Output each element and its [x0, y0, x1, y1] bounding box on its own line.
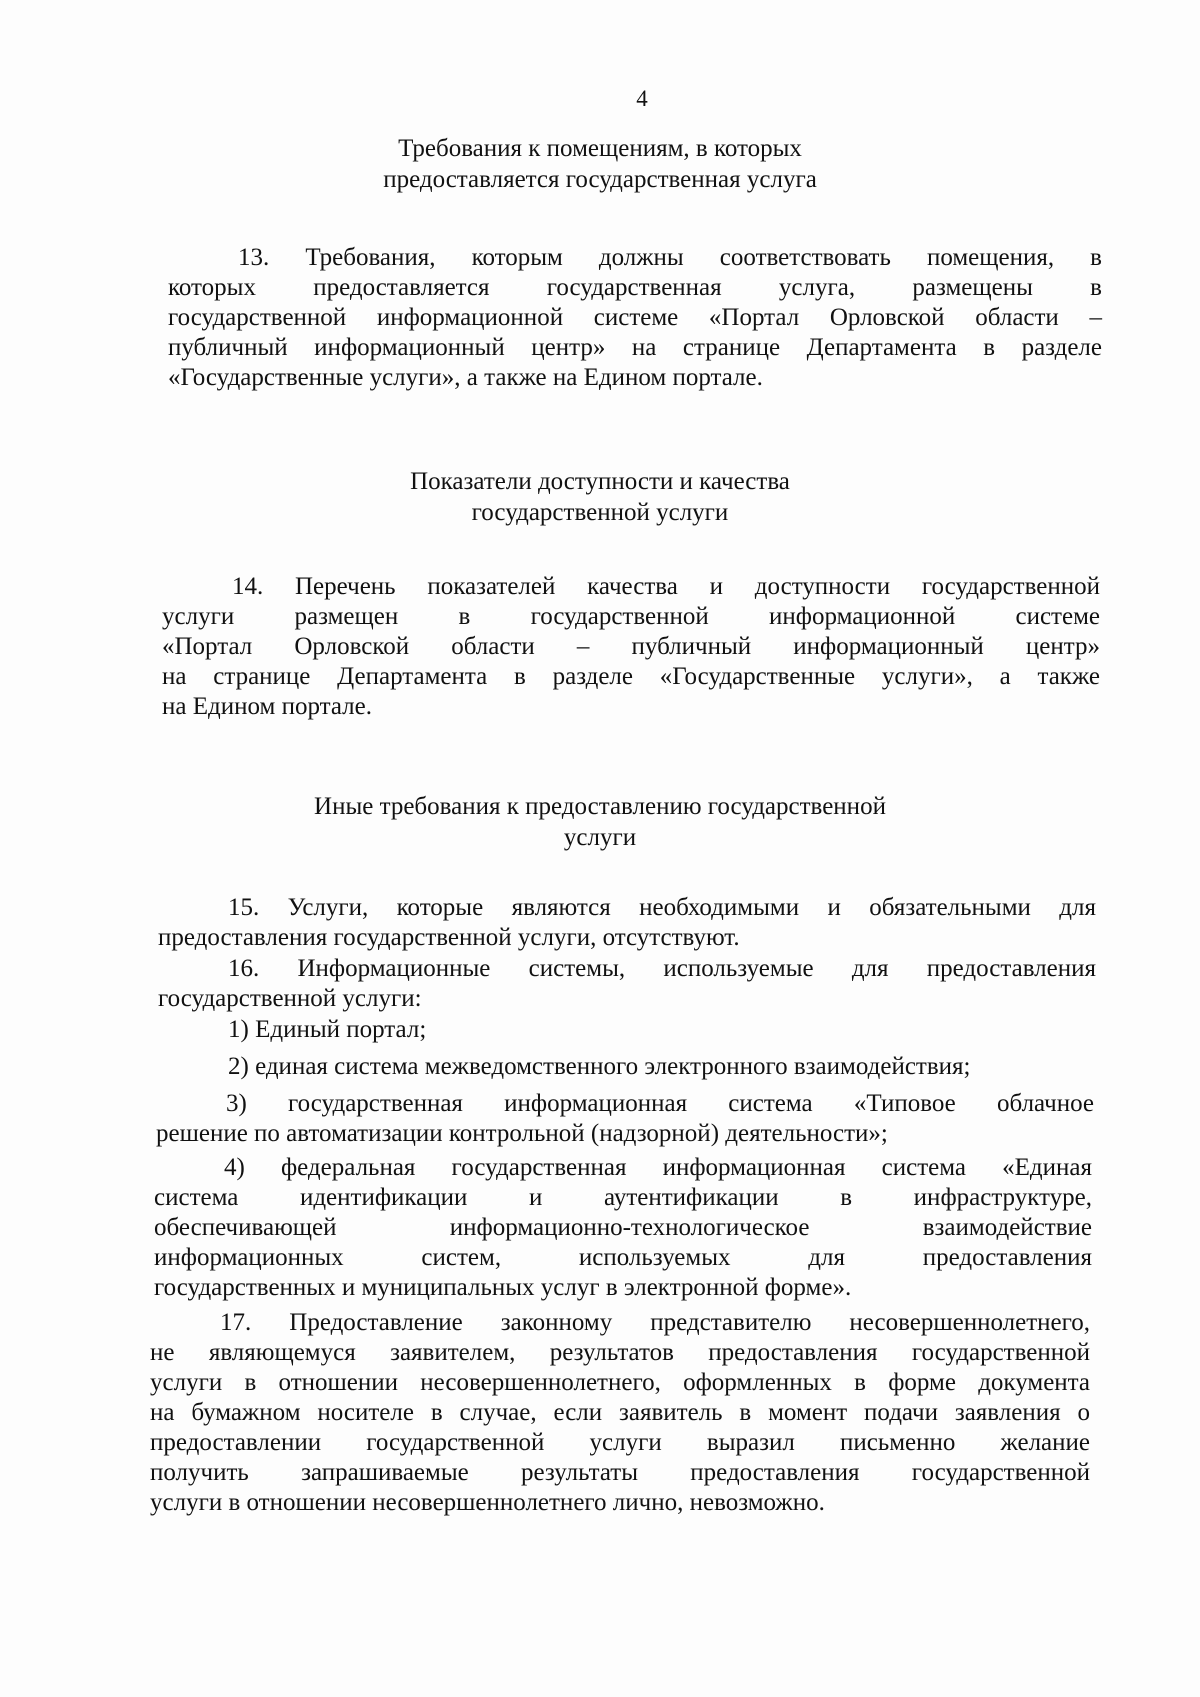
text-line: 2) единая система межведомственного электронного взаимодействия; — [228, 1053, 971, 1080]
text-line: «Портал Орловской области – публичный информационный центр» — [162, 633, 1100, 660]
heading-line: Требования к помещениям, в которых — [398, 135, 802, 162]
text-line: 3) государственная информационная система «Типовое облачное — [226, 1090, 1094, 1117]
text-line: государственной услуги: — [158, 985, 422, 1012]
text-line: на Едином портале. — [162, 693, 372, 720]
text-line: услуги в отношении несовершеннолетнего, оформленных в форме документа — [150, 1369, 1090, 1396]
text-line: 13. Требования, которым должны соответствовать помещения, в — [238, 244, 1102, 271]
text-line: информационных систем, используемых для предоставления — [154, 1244, 1092, 1271]
section-heading-premises — [0, 133, 1200, 195]
text-line: «Государственные услуги», а также на Едином портале. — [168, 364, 763, 391]
list-item-4 — [154, 1153, 1092, 1303]
text-line: услуги в отношении несовершеннолетнего лично, невозможно. — [150, 1489, 825, 1516]
heading-line: Показатели доступности и качества — [410, 468, 790, 495]
paragraph-14 — [162, 572, 1100, 722]
heading-line: услуги — [563, 824, 637, 851]
text-line: 15. Услуги, которые являются необходимыми и обязательными для — [228, 894, 1096, 921]
text-line: 16. Информационные системы, используемые для предоставления — [228, 955, 1096, 982]
paragraph-16 — [158, 954, 1096, 1014]
section-heading-accessibility — [0, 466, 1200, 528]
heading-line: предоставляется государственная услуга — [383, 166, 817, 193]
section-heading-other-requirements — [0, 791, 1200, 853]
text-line: 17. Предоставление законному представителю несовершеннолетнего, — [220, 1309, 1090, 1336]
text-line: не являющемуся заявителем, результатов предоставления государственной — [150, 1339, 1090, 1366]
text-line: на странице Департамента в разделе «Государственные услуги», а также — [162, 663, 1100, 690]
text-line: на бумажном носителе в случае, если заявитель в момент подачи заявления о — [150, 1399, 1090, 1426]
text-line: предоставления государственной услуги, отсутствуют. — [158, 924, 740, 951]
text-line: государственных и муниципальных услуг в электронной форме». — [154, 1274, 852, 1301]
list-item-3 — [156, 1089, 1094, 1149]
paragraph-17 — [150, 1308, 1090, 1518]
text-line: публичный информационный центр» на странице Департамента в разделе — [168, 334, 1102, 361]
paragraph-15 — [158, 893, 1096, 953]
text-line: 1) Единый портал; — [228, 1016, 427, 1043]
page-number: 4 — [636, 86, 648, 111]
heading-line: государственной услуги — [471, 499, 729, 526]
text-line: которых предоставляется государственная услуга, размещены в — [168, 274, 1102, 301]
text-line: предоставлении государственной услуги выразил письменно желание — [150, 1429, 1090, 1456]
text-line: решение по автоматизации контрольной (надзорной) деятельности»; — [156, 1120, 888, 1147]
heading-line: Иные требования к предоставлению государственной — [314, 793, 886, 820]
paragraph-13 — [168, 243, 1102, 393]
text-line: 14. Перечень показателей качества и доступности государственной — [232, 573, 1100, 600]
text-line: получить запрашиваемые результаты предоставления государственной — [150, 1459, 1090, 1486]
list-item-2 — [158, 1052, 1096, 1082]
text-line: 4) федеральная государственная информационная система «Единая — [224, 1154, 1092, 1181]
list-item-1 — [158, 1015, 1096, 1045]
text-line: система идентификации и аутентификации в инфраструктуре, — [154, 1184, 1092, 1211]
text-line: государственной информационной системе «Портал Орловской области – — [168, 304, 1102, 331]
text-line: услуги размещен в государственной информационной системе — [162, 603, 1100, 630]
text-line: обеспечивающей информационно-технологическое взаимодействие — [154, 1214, 1092, 1241]
